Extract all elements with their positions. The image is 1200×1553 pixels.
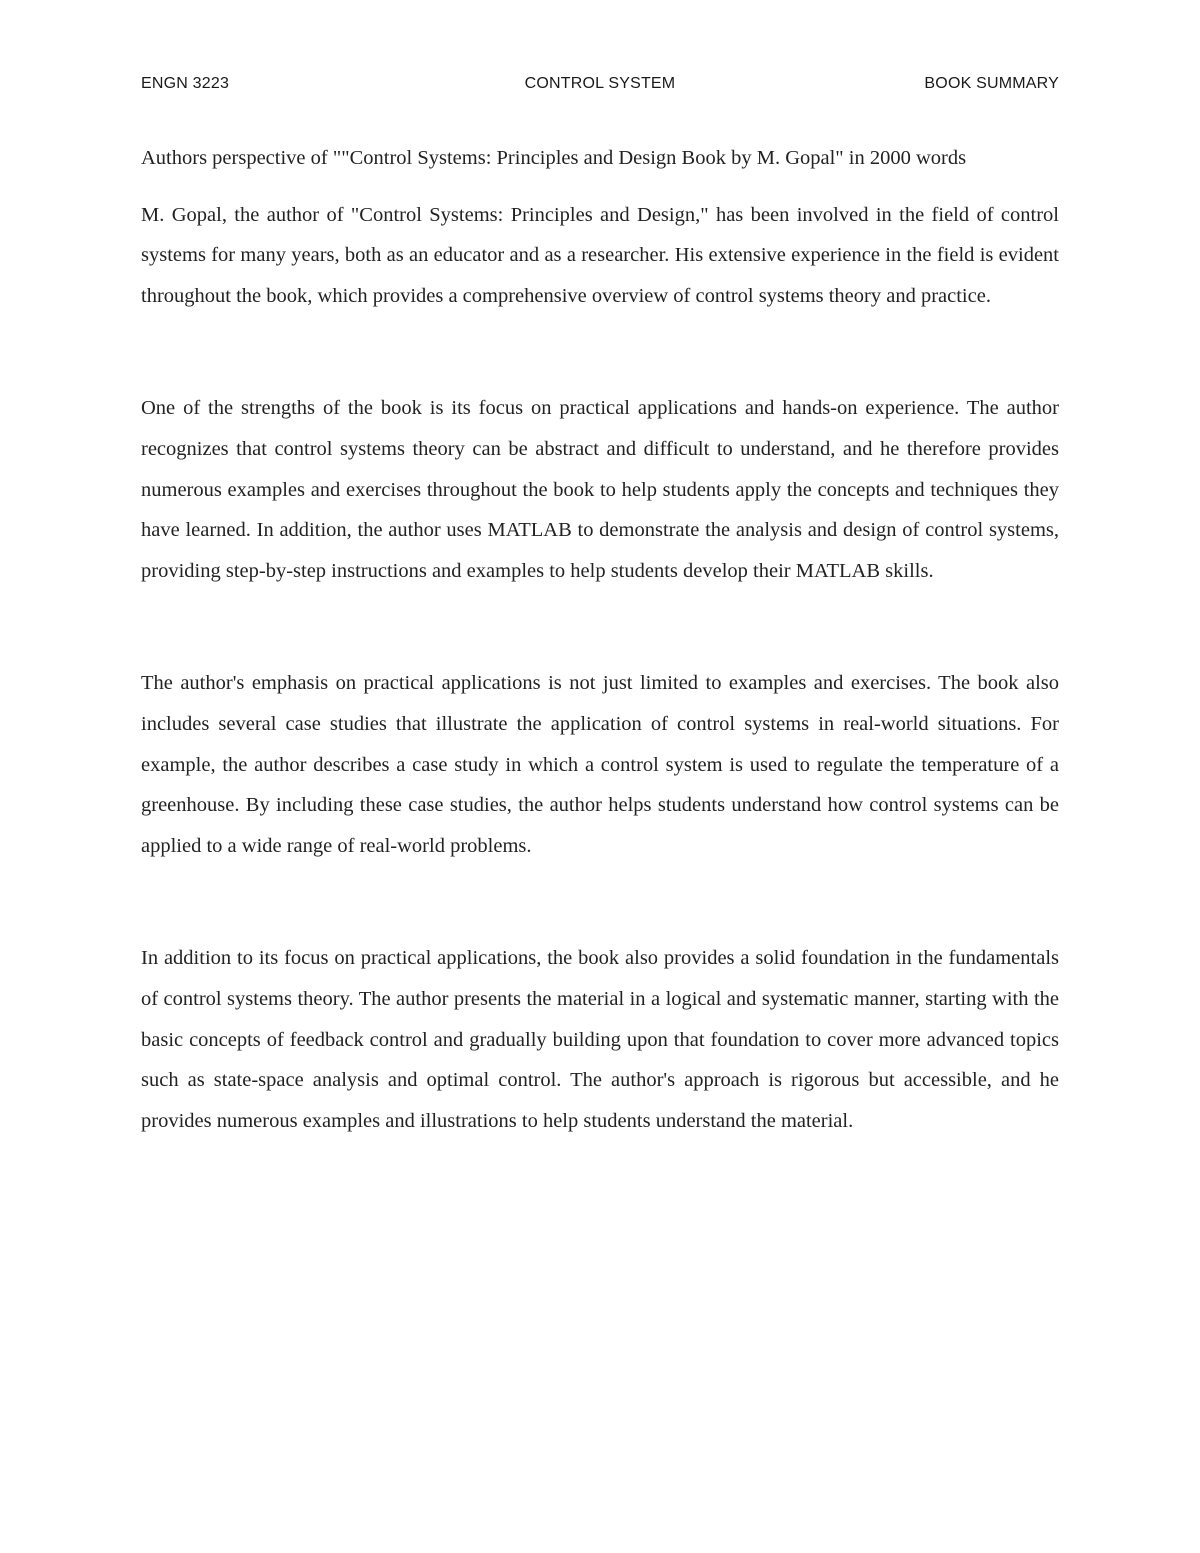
paragraph-practical-applications: One of the strengths of the book is its focus on practical applications and hands-on experience. The author recognizes that control systems theory can be abstract and difficult to understand, and he therefore provides numerous examples and exercises throughout the book to help students apply the concepts and techniques they have learned. In addition, the author uses MATLAB to demonstrate the analysis and design of control systems, providing step-by-step instructions and examples to help students develop their MATLAB skills. <box>141 397 1059 582</box>
header-subject: CONTROL SYSTEM <box>524 75 676 92</box>
header-document-type: BOOK SUMMARY <box>924 75 1059 92</box>
header-course-code: ENGN 3223 <box>141 75 230 92</box>
document-body <box>141 138 1059 1141</box>
page-header <box>141 75 1059 99</box>
paragraph-author-background: M. Gopal, the author of "Control Systems: Principles and Design," has been involved in the field of control systems for many years, both as an educator and as a researcher. His extensive experience in the field is evident throughout the book, which provides a comprehensive overview of control systems theory and practice. <box>141 203 1059 307</box>
paragraph-fundamentals: In addition to its focus on practical applications, the book also provides a solid foundation in the fundamentals of control systems theory. The author presents the material in a logical and systematic manner, starting with the basic concepts of feedback control and gradually building upon that foundation to cover more advanced topics such as state-space analysis and optimal control. The author's approach is rigorous but accessible, and he provides numerous examples and illustrations to help students understand the material. <box>141 947 1059 1132</box>
title-paragraph: Authors perspective of ""Control Systems: Principles and Design Book by M. Gopal" in 2000 words <box>141 147 967 169</box>
paragraph-case-studies: The author's emphasis on practical applications is not just limited to examples and exercises. The book also includes several case studies that illustrate the application of control systems in real-world situations. For example, the author describes a case study in which a control system is used to regulate the temperature of a greenhouse. By including these case studies, the author helps students understand how control systems can be applied to a wide range of real-world problems. <box>141 672 1059 857</box>
